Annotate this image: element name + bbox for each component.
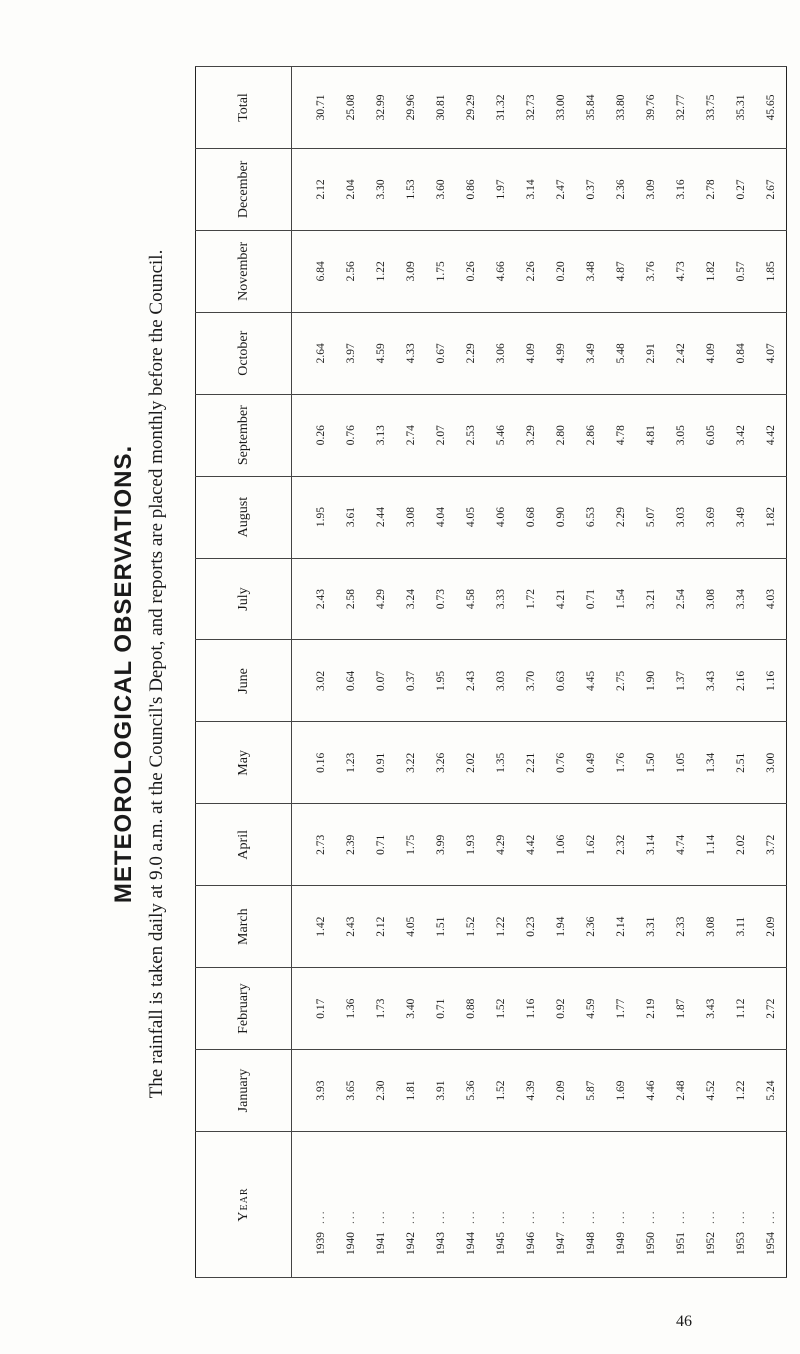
rainfall-cell: 2.43 [456,640,486,722]
rainfall-cell: 1.82 [756,476,787,558]
rainfall-cell: 3.65 [336,1050,366,1132]
year-label: 1947 [555,1232,567,1255]
rainfall-cell: 0.63 [546,640,576,722]
rainfall-cell: 4.29 [366,558,396,640]
rainfall-cell: 2.12 [366,886,396,968]
rainfall-cell: 1.52 [486,1050,516,1132]
rainfall-cell: 4.52 [696,1050,726,1132]
year-label: 1951 [675,1232,687,1255]
total-cell: 33.75 [696,67,726,149]
rainfall-note: The rainfall is taken daily at 9.0 a.m. at the Council's Depot, and reports are placed monthly before the Council. [146,249,167,1099]
page-number: 46 [676,1313,692,1330]
rainfall-cell: 2.44 [366,476,396,558]
rainfall-cell: 1.69 [606,1050,636,1132]
year-label: 1940 [345,1232,357,1255]
rainfall-cell: 3.05 [666,394,696,476]
rainfall-cell: 0.27 [726,148,756,230]
rainfall-cell: 2.78 [696,148,726,230]
rainfall-cell: 3.03 [666,476,696,558]
rainfall-cell: 3.14 [516,148,546,230]
rainfall-cell: 3.42 [726,394,756,476]
rainfall-cell: 2.43 [292,558,337,640]
rainfall-cell: 0.91 [366,722,396,804]
rainfall-cell: 2.56 [336,230,366,312]
total-cell: 35.31 [726,67,756,149]
rainfall-cell: 1.16 [756,640,787,722]
leader-dots: ... [645,1209,657,1224]
rainfall-cell: 3.30 [366,148,396,230]
leader-dots: ... [525,1209,537,1224]
rainfall-cell: 3.70 [516,640,546,722]
table-row [636,67,666,1278]
rainfall-cell: 1.75 [426,230,456,312]
rainfall-cell: 0.17 [292,968,337,1050]
rainfall-cell: 3.14 [636,804,666,886]
page-heading: METEOROLOGICAL OBSERVATIONS. [110,444,137,904]
rainfall-cell: 3.08 [696,558,726,640]
rainfall-cell: 2.36 [606,148,636,230]
leader-dots: ... [675,1209,687,1224]
rainfall-cell: 0.23 [516,886,546,968]
rainfall-cell: 0.37 [576,148,606,230]
leader-dots: ... [735,1209,747,1224]
rainfall-cell: 3.91 [426,1050,456,1132]
rainfall-cell: 3.26 [426,722,456,804]
leader-dots: ... [765,1209,777,1224]
rainfall-cell: 1.36 [336,968,366,1050]
rainfall-cell: 2.09 [756,886,787,968]
rainfall-cell: 4.81 [636,394,666,476]
rainfall-cell: 3.49 [726,476,756,558]
rainfall-cell: 0.37 [396,640,426,722]
rainfall-cell: 3.00 [756,722,787,804]
rainfall-cell: 4.46 [636,1050,666,1132]
year-cell [666,1132,696,1278]
year-label: 1952 [705,1232,717,1255]
rainfall-cell: 2.43 [336,886,366,968]
rainfall-cell: 3.29 [516,394,546,476]
rainfall-cell: 3.43 [696,968,726,1050]
leader-dots: ... [495,1209,507,1224]
rainfall-cell: 3.40 [396,968,426,1050]
rainfall-cell: 4.58 [456,558,486,640]
column-header: November [196,230,292,312]
year-label: 1946 [525,1232,537,1255]
total-cell: 31.32 [486,67,516,149]
rainfall-cell: 3.03 [486,640,516,722]
header-row [196,67,292,1278]
rainfall-cell: 4.99 [546,312,576,394]
rainfall-cell: 2.32 [606,804,636,886]
year-cell [396,1132,426,1278]
rainfall-cell: 3.08 [396,476,426,558]
rainfall-cell: 3.02 [292,640,337,722]
table-row [666,67,696,1278]
rainfall-cell: 1.87 [666,968,696,1050]
rainfall-cell: 1.22 [366,230,396,312]
total-cell: 33.00 [546,67,576,149]
column-header: June [196,640,292,722]
year-cell [726,1132,756,1278]
rainfall-cell: 0.07 [366,640,396,722]
rainfall-cell: 2.33 [666,886,696,968]
year-label: 1949 [615,1232,627,1255]
column-header: August [196,476,292,558]
rainfall-cell: 0.71 [366,804,396,886]
rainfall-cell: 2.58 [336,558,366,640]
year-cell [426,1132,456,1278]
rainfall-cell: 3.16 [666,148,696,230]
rainfall-cell: 3.49 [576,312,606,394]
leader-dots: ... [615,1209,627,1224]
table-row [756,67,787,1278]
rainfall-cell: 4.29 [486,804,516,886]
rainfall-cell: 4.06 [486,476,516,558]
rainfall-cell: 1.90 [636,640,666,722]
rainfall-cell: 1.42 [292,886,337,968]
column-header: April [196,804,292,886]
rainfall-cell: 1.22 [726,1050,756,1132]
table-row [292,67,337,1278]
total-cell: 35.84 [576,67,606,149]
rainfall-cell: 2.48 [666,1050,696,1132]
rainfall-cell: 4.73 [666,230,696,312]
rainfall-cell: 1.34 [696,722,726,804]
year-cell [576,1132,606,1278]
rainfall-cell: 4.39 [516,1050,546,1132]
rainfall-cell: 0.26 [456,230,486,312]
rainfall-cell: 1.75 [396,804,426,886]
table-row [726,67,756,1278]
year-label: 1948 [585,1232,597,1255]
year-label: 1945 [495,1232,507,1255]
year-cell [456,1132,486,1278]
rainfall-cell: 3.48 [576,230,606,312]
rainfall-cell: 2.67 [756,148,787,230]
rainfall-cell: 1.51 [426,886,456,968]
leader-dots: ... [345,1209,357,1224]
rainfall-cell: 2.04 [336,148,366,230]
total-cell: 30.71 [292,67,337,149]
rainfall-cell: 3.93 [292,1050,337,1132]
rainfall-cell: 1.06 [546,804,576,886]
rainfall-cell: 2.36 [576,886,606,968]
rainfall-cell: 2.21 [516,722,546,804]
rainfall-cell: 1.93 [456,804,486,886]
rainfall-cell: 4.78 [606,394,636,476]
rainfall-cell: 3.69 [696,476,726,558]
rainfall-cell: 3.24 [396,558,426,640]
rainfall-cell: 1.85 [756,230,787,312]
rainfall-cell: 0.64 [336,640,366,722]
rainfall-cell: 3.31 [636,886,666,968]
rainfall-cell: 0.84 [726,312,756,394]
year-label: 1953 [735,1232,747,1255]
rainfall-cell: 4.05 [456,476,486,558]
column-header: September [196,394,292,476]
rainfall-cell: 0.86 [456,148,486,230]
rainfall-cell: 0.49 [576,722,606,804]
rainfall-cell: 3.61 [336,476,366,558]
rainfall-cell: 5.07 [636,476,666,558]
rainfall-cell: 2.07 [426,394,456,476]
rainfall-cell: 1.50 [636,722,666,804]
rainfall-cell: 1.37 [666,640,696,722]
rainfall-cell: 4.04 [426,476,456,558]
rainfall-cell: 3.34 [726,558,756,640]
rainfall-cell: 1.53 [396,148,426,230]
rainfall-cell: 1.52 [456,886,486,968]
rainfall-cell: 0.68 [516,476,546,558]
year-cell [486,1132,516,1278]
rainfall-cell: 3.43 [696,640,726,722]
rainfall-cell: 1.77 [606,968,636,1050]
rainfall-cell: 0.92 [546,968,576,1050]
total-cell: 45.65 [756,67,787,149]
rainfall-cell: 4.59 [366,312,396,394]
rainfall-cell: 3.09 [636,148,666,230]
leader-dots: ... [405,1209,417,1224]
rainfall-cell: 2.80 [546,394,576,476]
rainfall-cell: 4.07 [756,312,787,394]
year-label: 1943 [435,1232,447,1255]
rainfall-cell: 2.73 [292,804,337,886]
rainfall-cell: 4.09 [516,312,546,394]
year-label: 1954 [765,1232,777,1255]
rainfall-cell: 2.54 [666,558,696,640]
total-cell: 32.99 [366,67,396,149]
rainfall-cell: 5.36 [456,1050,486,1132]
rainfall-cell: 1.16 [516,968,546,1050]
rainfall-cell: 3.09 [396,230,426,312]
rainfall-cell: 2.14 [606,886,636,968]
leader-dots: ... [435,1209,447,1224]
rainfall-cell: 1.22 [486,886,516,968]
rainfall-cell: 1.97 [486,148,516,230]
column-header: Total [196,67,292,149]
rainfall-cell: 4.66 [486,230,516,312]
rainfall-cell: 3.21 [636,558,666,640]
leader-dots: ... [705,1209,717,1224]
rainfall-cell: 2.91 [636,312,666,394]
rainfall-cell: 4.33 [396,312,426,394]
column-header: January [196,1050,292,1132]
table-row [456,67,486,1278]
rainfall-cell: 4.74 [666,804,696,886]
year-label: 1950 [645,1232,657,1255]
rainfall-cell: 1.72 [516,558,546,640]
column-header: July [196,558,292,640]
year-cell [292,1132,337,1278]
rainfall-cell: 4.45 [576,640,606,722]
rainfall-cell: 6.53 [576,476,606,558]
rainfall-cell: 0.88 [456,968,486,1050]
rainfall-cell: 2.26 [516,230,546,312]
table-row [426,67,456,1278]
rainfall-cell: 1.62 [576,804,606,886]
table-row [336,67,366,1278]
year-cell [606,1132,636,1278]
rainfall-cell: 1.95 [426,640,456,722]
rainfall-cell: 2.19 [636,968,666,1050]
leader-dots: ... [465,1209,477,1224]
total-cell: 32.73 [516,67,546,149]
rainfall-cell: 2.75 [606,640,636,722]
rainfall-cell: 2.12 [292,148,337,230]
rainfall-cell: 3.72 [756,804,787,886]
rainfall-cell: 2.02 [456,722,486,804]
rainfall-cell: 4.03 [756,558,787,640]
rainfall-cell: 4.21 [546,558,576,640]
rainfall-cell: 2.53 [456,394,486,476]
rainfall-cell: 2.30 [366,1050,396,1132]
rainfall-cell: 2.29 [606,476,636,558]
year-cell [516,1132,546,1278]
total-cell: 33.80 [606,67,636,149]
total-cell: 32.77 [666,67,696,149]
leader-dots: ... [555,1209,567,1224]
year-cell [366,1132,396,1278]
rainfall-cell: 0.90 [546,476,576,558]
table-row [366,67,396,1278]
leader-dots: ... [375,1209,387,1224]
rainfall-cell: 3.22 [396,722,426,804]
leader-dots: ... [585,1209,597,1224]
table-row [546,67,576,1278]
year-cell [336,1132,366,1278]
column-header: March [196,886,292,968]
year-cell [756,1132,787,1278]
column-header: Year [196,1132,292,1278]
total-cell: 29.29 [456,67,486,149]
rainfall-cell: 3.97 [336,312,366,394]
rainfall-cell: 4.42 [516,804,546,886]
rainfall-cell: 3.60 [426,148,456,230]
rainfall-cell: 0.20 [546,230,576,312]
rainfall-cell: 2.29 [456,312,486,394]
column-header: October [196,312,292,394]
rainfall-cell: 2.39 [336,804,366,886]
rainfall-cell: 3.06 [486,312,516,394]
rainfall-cell: 0.76 [546,722,576,804]
rainfall-cell: 3.11 [726,886,756,968]
total-cell: 29.96 [396,67,426,149]
rainfall-cell: 0.76 [336,394,366,476]
year-label: 1944 [465,1232,477,1255]
rainfall-cell: 2.42 [666,312,696,394]
rainfall-cell: 2.72 [756,968,787,1050]
column-header: May [196,722,292,804]
rainfall-cell: 1.35 [486,722,516,804]
year-label: 1939 [315,1232,327,1255]
rainfall-cell: 4.59 [576,968,606,1050]
rainfall-cell: 1.05 [666,722,696,804]
rainfall-cell: 2.16 [726,640,756,722]
year-label: 1941 [375,1232,387,1255]
rainfall-cell: 1.23 [336,722,366,804]
total-cell: 39.76 [636,67,666,149]
year-cell [696,1132,726,1278]
rainfall-cell: 6.05 [696,394,726,476]
leader-dots: ... [315,1209,327,1224]
rainfall-table [195,66,787,1278]
rainfall-cell: 0.57 [726,230,756,312]
rainfall-cell: 0.67 [426,312,456,394]
rainfall-cell: 1.81 [396,1050,426,1132]
rainfall-cell: 1.73 [366,968,396,1050]
rainfall-cell: 1.52 [486,968,516,1050]
rainfall-cell: 4.05 [396,886,426,968]
rainfall-cell: 4.09 [696,312,726,394]
total-cell: 25.08 [336,67,366,149]
column-header: February [196,968,292,1050]
total-cell: 30.81 [426,67,456,149]
rainfall-cell: 3.99 [426,804,456,886]
table-row [696,67,726,1278]
rainfall-cell: 6.84 [292,230,337,312]
rainfall-cell: 2.86 [576,394,606,476]
rainfall-cell: 3.76 [636,230,666,312]
rainfall-cell: 4.42 [756,394,787,476]
rainfall-cell: 2.64 [292,312,337,394]
year-label: 1942 [405,1232,417,1255]
rainfall-cell: 1.94 [546,886,576,968]
table-row [396,67,426,1278]
year-cell [636,1132,666,1278]
rainfall-cell: 1.95 [292,476,337,558]
rainfall-cell: 0.71 [576,558,606,640]
year-cell [546,1132,576,1278]
rainfall-cell: 2.51 [726,722,756,804]
rainfall-cell: 1.82 [696,230,726,312]
rainfall-cell: 1.54 [606,558,636,640]
rainfall-cell: 1.76 [606,722,636,804]
rainfall-cell: 4.87 [606,230,636,312]
rainfall-cell: 5.48 [606,312,636,394]
table-row [516,67,546,1278]
rainfall-cell: 1.14 [696,804,726,886]
rainfall-cell: 2.74 [396,394,426,476]
rainfall-cell: 3.33 [486,558,516,640]
rainfall-cell: 3.13 [366,394,396,476]
rainfall-cell: 0.73 [426,558,456,640]
column-header: December [196,148,292,230]
rainfall-cell: 5.46 [486,394,516,476]
rainfall-cell: 2.47 [546,148,576,230]
table-row [606,67,636,1278]
rainfall-cell: 0.71 [426,968,456,1050]
rainfall-cell: 1.12 [726,968,756,1050]
rainfall-cell: 3.08 [696,886,726,968]
rainfall-cell: 5.87 [576,1050,606,1132]
rainfall-cell: 0.26 [292,394,337,476]
table-row [576,67,606,1278]
rainfall-cell: 5.24 [756,1050,787,1132]
table-row [486,67,516,1278]
rainfall-cell: 2.02 [726,804,756,886]
rainfall-cell: 2.09 [546,1050,576,1132]
rainfall-cell: 0.16 [292,722,337,804]
